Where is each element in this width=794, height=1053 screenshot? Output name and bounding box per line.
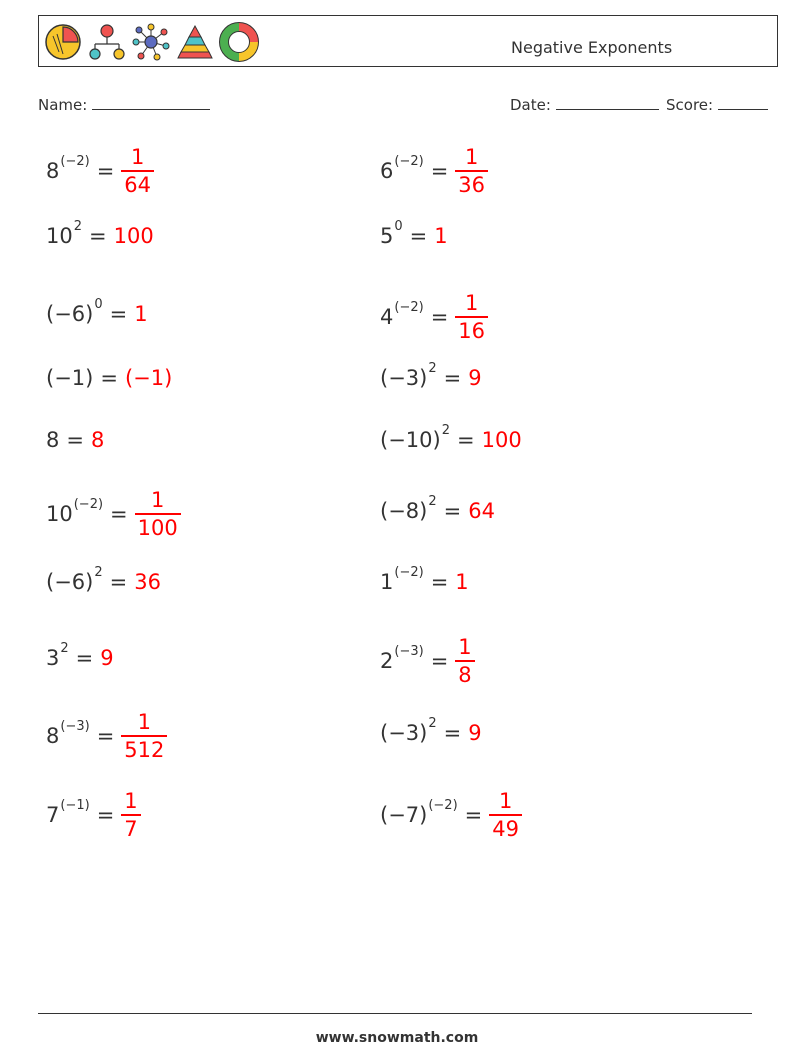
problem-item — [380, 144, 488, 198]
problem-base: 3 — [46, 646, 60, 670]
problem-exponent: 0 — [394, 218, 403, 234]
problem-exponent: 2 — [94, 564, 103, 580]
problem-exponent: 2 — [428, 493, 437, 509]
fraction-denominator: 36 — [458, 173, 486, 197]
date-label: Date: — [510, 96, 551, 114]
equals-sign: = — [96, 803, 115, 827]
equals-sign: = — [456, 428, 475, 452]
answer-value: 9 — [100, 646, 114, 670]
equals-sign: = — [110, 502, 128, 526]
answer-fraction — [121, 144, 154, 198]
problem-item — [380, 788, 522, 842]
date-field — [510, 95, 659, 114]
pie-chart-icon — [43, 22, 83, 62]
answer-fraction — [455, 634, 474, 688]
equals-sign: = — [443, 499, 462, 523]
equals-sign: = — [443, 721, 462, 745]
fraction-denominator: 64 — [124, 173, 152, 197]
worksheet-title: Negative Exponents — [511, 38, 673, 57]
org-chart-icon — [87, 22, 127, 62]
problem-exponent: (−2) — [394, 299, 424, 315]
problem-base: (−3) — [380, 366, 428, 390]
problem-item — [46, 218, 154, 248]
problem-base: (−1) — [46, 366, 94, 390]
date-blank[interactable] — [556, 95, 659, 110]
score-blank[interactable] — [718, 95, 768, 110]
equals-sign: = — [109, 302, 128, 326]
footer-divider — [38, 1013, 752, 1014]
header-icons — [43, 20, 259, 64]
problem-exponent: 2 — [428, 715, 437, 731]
answer-value: 64 — [468, 499, 495, 523]
problem-base: (−10) — [380, 428, 441, 452]
problem-item — [46, 709, 167, 763]
answer-value: 100 — [113, 224, 154, 248]
pyramid-icon — [175, 22, 215, 62]
answer-fraction — [455, 144, 488, 198]
fraction-numerator: 1 — [464, 291, 479, 315]
answer-value: 100 — [481, 428, 522, 452]
worksheet-header — [38, 15, 778, 67]
answer-value: 8 — [90, 428, 105, 452]
equals-sign: = — [464, 803, 483, 827]
equals-sign: = — [75, 646, 94, 670]
problem-item — [380, 422, 522, 452]
problem-item — [380, 290, 488, 344]
score-field — [666, 95, 768, 114]
footer-url: www.snowmath.com — [315, 1030, 479, 1046]
problem-exponent: 2 — [428, 360, 437, 376]
problem-exponent: (−1) — [60, 797, 90, 813]
donut-chart-icon — [219, 22, 259, 62]
answer-value: 1 — [134, 302, 148, 326]
equals-sign: = — [430, 159, 449, 183]
problem-exponent: (−3) — [394, 643, 424, 659]
equals-sign: = — [443, 366, 462, 390]
problem-base: 6 — [380, 159, 394, 183]
equals-sign: = — [89, 224, 107, 248]
equals-sign: = — [430, 649, 449, 673]
answer-fraction — [135, 487, 181, 541]
problem-base: (−6) — [46, 570, 94, 594]
answer-value: 9 — [468, 721, 482, 745]
problem-item — [380, 564, 469, 594]
fraction-denominator: 16 — [458, 319, 486, 343]
network-icon — [131, 22, 171, 62]
problem-exponent: 2 — [73, 218, 83, 234]
score-label: Score: — [666, 96, 714, 114]
equals-sign: = — [66, 428, 84, 452]
problem-base: 7 — [46, 803, 60, 827]
problem-base: 4 — [380, 305, 394, 329]
problem-base: 10 — [46, 502, 73, 526]
fraction-numerator: 1 — [151, 488, 165, 512]
name-field — [38, 95, 210, 114]
equals-sign: = — [430, 570, 449, 594]
problem-item — [380, 360, 482, 390]
problem-exponent: 2 — [441, 422, 450, 438]
problem-base: (−8) — [380, 499, 428, 523]
answer-value: 1 — [434, 224, 448, 248]
answer-fraction — [455, 290, 488, 344]
answer-value: 36 — [134, 570, 161, 594]
problem-item — [46, 487, 181, 541]
fraction-numerator: 1 — [137, 710, 152, 734]
fraction-denominator: 8 — [458, 663, 472, 687]
answer-fraction — [121, 709, 167, 763]
problem-exponent: (−2) — [73, 496, 104, 512]
fraction-denominator: 7 — [124, 817, 138, 841]
problem-base: 2 — [380, 649, 394, 673]
problem-base: 10 — [46, 224, 73, 248]
name-blank[interactable] — [92, 95, 210, 110]
fraction-numerator: 1 — [124, 789, 138, 813]
problem-base: (−6) — [46, 302, 94, 326]
fraction-numerator: 1 — [130, 145, 145, 169]
problem-exponent: (−2) — [60, 153, 90, 169]
problem-item — [46, 640, 114, 670]
answer-value: 9 — [468, 366, 482, 390]
problem-exponent: 2 — [60, 640, 69, 656]
problem-base: 8 — [46, 724, 60, 748]
problem-base: (−3) — [380, 721, 428, 745]
fraction-denominator: 512 — [124, 738, 165, 762]
problem-exponent: (−3) — [60, 718, 90, 734]
problem-item — [46, 296, 148, 326]
problem-exponent: (−2) — [394, 153, 424, 169]
answer-value: 1 — [455, 570, 469, 594]
problem-item — [46, 788, 141, 842]
answer-fraction — [121, 788, 140, 842]
answer-value: (−1) — [124, 366, 173, 390]
name-label: Name: — [38, 96, 88, 114]
problem-base: 8 — [46, 428, 60, 452]
fraction-numerator: 1 — [458, 635, 472, 659]
problem-item — [380, 634, 475, 688]
fraction-denominator: 49 — [492, 817, 519, 841]
fraction-numerator: 1 — [498, 789, 513, 813]
problem-base: 8 — [46, 159, 60, 183]
equals-sign: = — [109, 570, 128, 594]
fraction-denominator: 100 — [137, 516, 178, 540]
problem-item — [380, 493, 495, 523]
problem-exponent: 0 — [94, 296, 103, 312]
problem-base: 5 — [380, 224, 394, 248]
problem-item — [46, 428, 104, 452]
answer-fraction — [489, 788, 522, 842]
equals-sign: = — [409, 224, 428, 248]
problem-base: 1 — [380, 570, 394, 594]
problem-exponent: (−2) — [428, 797, 458, 813]
problem-item — [380, 218, 448, 248]
problem-item — [46, 564, 161, 594]
equals-sign: = — [100, 366, 118, 390]
fraction-numerator: 1 — [464, 145, 479, 169]
problem-item — [46, 366, 172, 390]
equals-sign: = — [96, 159, 115, 183]
problem-item — [380, 715, 482, 745]
equals-sign: = — [96, 724, 115, 748]
problem-exponent: (−2) — [394, 564, 424, 580]
problem-base: (−7) — [380, 803, 428, 827]
problem-item — [46, 144, 154, 198]
equals-sign: = — [430, 305, 449, 329]
